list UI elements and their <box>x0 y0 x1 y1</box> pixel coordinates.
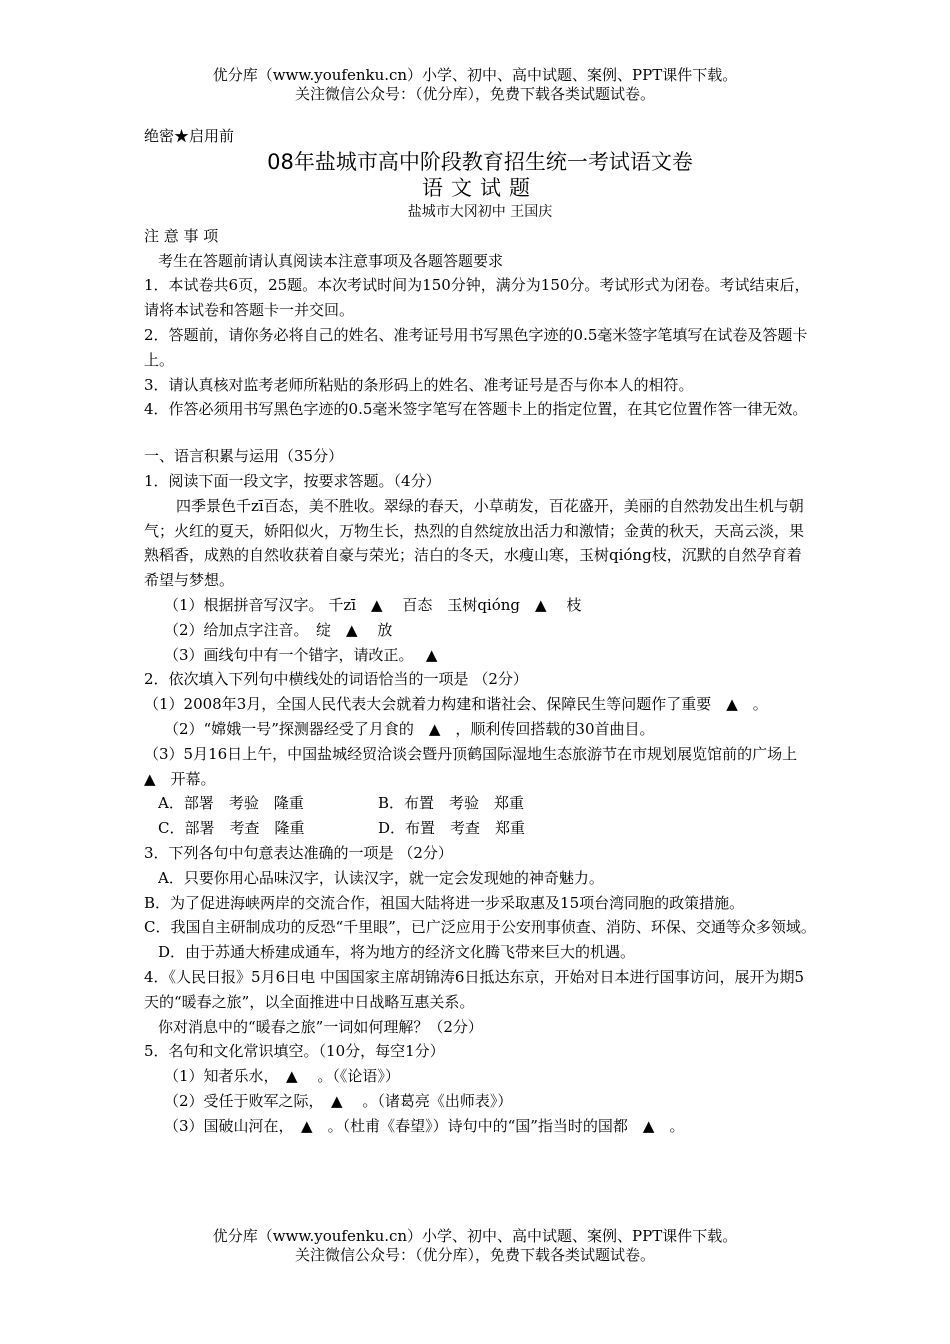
option-a: A．部署 考验 隆重 <box>158 794 304 813</box>
option-d: D．布置 考查 郑重 <box>378 819 526 838</box>
footer-line-2: 关注微信公众号：（优分库），免费下载各类试题试卷。 <box>294 1246 655 1264</box>
notice-intro: 考生在答题前请认真阅读本注意事项及各题答题要求 <box>158 251 504 270</box>
header-line-1: 优分库（www.youfenku.cn）小学、初中、高中试题、案例、PPT课件下载。 <box>212 66 738 84</box>
question-1-passage: 四季景色千zī百态，美不胜收。翠绿的春天，小草萌发，百花盛开，美丽的自然勃发出生机与朝气；火红的夏天，娇阳似火，万物生长，热烈的自然绽放出活力和激情；金黄的秋天，天高云淡，果熟稻香，成熟的自然收获着自豪与荣光；洁白的冬天，水瘦山寒，玉树qióng枝，沉默的自然孕育着希望与梦想。 <box>144 496 805 590</box>
question-2-sentence-3: （3）5月16日上午，中国盐城经贸洽谈会暨丹顶鹤国际湿地生态旅游节在市规划展览馆前的广场上 ▲ 开幕。 <box>144 744 813 788</box>
document-body <box>144 124 816 1138</box>
document-subtitle: 语文试题 <box>422 175 538 200</box>
question-5-sub-1: （1）知者乐水， ▲ 。（《论语》） <box>164 1067 400 1086</box>
question-3-option-d: D．由于苏通大桥建成通车，将为地方的经济文化腾飞带来巨大的机遇。 <box>158 943 636 962</box>
question-1-stem: 1．阅读下面一段文字，按要求答题。（4分） <box>144 471 441 490</box>
question-3-option-b: B．为了促进海峡两岸的交流合作，祖国大陆将进一步采取惠及15项台湾同胞的政策措施。 <box>144 893 745 912</box>
section-heading: 一、语言积累与运用（35分） <box>144 447 344 466</box>
notice-item-2: 2．答题前，请你务必将自己的姓名、准考证号用书写黑色字迹的0.5毫米签字笔填写在试卷及答题卡上。 <box>144 325 808 369</box>
secret-label: 绝密★启用前 <box>144 127 235 145</box>
question-2-sentence-1: （1）2008年3月，全国人民代表大会就着力构建和谐社会、保障民生等问题作了重要 ▲ 。 <box>144 695 768 714</box>
notice-item-3: 3．请认真核对监考老师所粘贴的条形码上的姓名、准考证号是否与你本人的相符。 <box>144 375 694 394</box>
question-2-options-row-2 <box>144 816 816 841</box>
question-4-stem: 4．《人民日报》5月6日电 中国国家主席胡锦涛6日抵达东京，开始对日本进行国事访问，展开为期5天的“暖春之旅”，以全面推进中日战略互惠关系。 <box>144 967 804 1011</box>
option-b: B．布置 考验 郑重 <box>378 794 525 813</box>
question-2-options-row-1 <box>144 791 816 816</box>
question-5-stem: 5．名句和文化常识填空。（10分，每空1分） <box>144 1042 445 1061</box>
question-4-ask: 你对消息中的“暖春之旅”一词如何理解？（2分） <box>158 1017 483 1036</box>
question-5-sub-3: （3）国破山河在， ▲ 。（杜甫《春望》）诗句中的“国”指当时的国都 ▲ 。 <box>164 1116 685 1135</box>
page-footer <box>0 1227 950 1265</box>
question-1-sub-3: （3）画线句中有一个错字，请改正。 ▲ <box>164 645 438 664</box>
notice-heading: 注 意 事 项 <box>144 226 219 245</box>
document-title: 08年盐城市高中阶段教育招生统一考试语文卷 <box>267 149 693 174</box>
footer-line-1: 优分库（www.youfenku.cn）小学、初中、高中试题、案例、PPT课件下载。 <box>212 1227 738 1245</box>
question-5-sub-2: （2）受任于败军之际， ▲ 。（诸葛亮《出师表》） <box>164 1091 513 1110</box>
question-3-option-a: A．只要你用心品味汉字，认读汉字，就一定会发现她的神奇魅力。 <box>158 868 604 887</box>
question-3-stem: 3．下列各句中句意表达准确的一项是 （2分） <box>144 843 453 862</box>
question-2-sentence-2: （2）“嫦娥一号”探测器经受了月食的 ▲ ，顺利传回搭载的30首曲目。 <box>164 719 655 738</box>
question-1-sub-2: （2）给加点字注音。 绽 ▲ 放 <box>164 620 393 639</box>
notice-item-4: 4．作答必须用书写黑色字迹的0.5毫米签字笔写在答题卡上的指定位置，在其它位置作答一律无效。 <box>144 400 808 419</box>
question-3-option-c: C．我国自主研制成功的反恐“千里眼”，已广泛应用于公安刑事侦查、消防、环保、交通等众多领域。 <box>144 918 816 937</box>
header-line-2: 关注微信公众号：（优分库），免费下载各类试题试卷。 <box>294 85 655 103</box>
option-c: C．部署 考查 隆重 <box>158 819 305 838</box>
notice-item-1: 1．本试卷共6页，25题。本次考试时间为150分钟，满分为150分。考试形式为闭卷。考试结束后，请将本试卷和答题卡一并交回。 <box>144 276 810 320</box>
page-header <box>0 66 950 104</box>
author-line: 盐城市大冈初中 王国庆 <box>407 203 553 220</box>
question-2-stem: 2．依次填入下列句中横线处的词语恰当的一项是 （2分） <box>144 670 528 689</box>
question-1-sub-1: （1）根据拼音写汉字。 千zī ▲ 百态 玉树qióng ▲ 枝 <box>164 595 582 614</box>
